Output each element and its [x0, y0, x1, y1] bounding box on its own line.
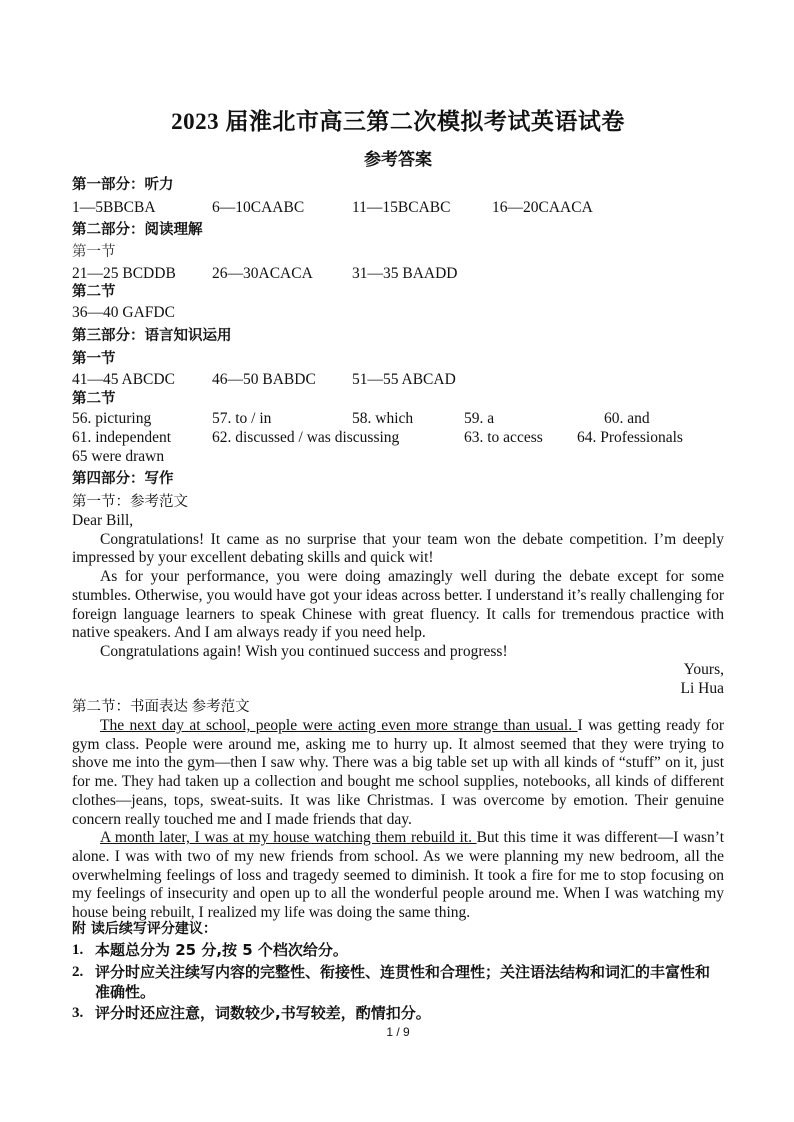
story-text: I was getting ready for gym class. People were around me, asking me to hurry up. It almost seemed that they were trying to shove me into the gym—then I saw why. There was a big table set up with all kinds of “stuff” on it, just for me. They had taken up a collection and bought me school supplies, notebooks, all kinds of different clothes—jeans, tops, sweat-suits. It was like Christmas. I was overcome by emotion. Their genuine concern really touched me and I made friends that day. [72, 717, 724, 828]
appendix-item-number: 1. [72, 942, 84, 958]
part3-section2-row2 [72, 428, 724, 447]
part4-heading: 第四部分：写作 [72, 471, 174, 487]
part3-section1-answers [72, 370, 724, 389]
appendix-item [72, 963, 724, 1003]
part2-section2-answers [72, 303, 724, 322]
appendix-item-text: 评分时应关注续写内容的完整性、衔接性、连贯性和合理性；关注语法结构和词汇的丰富性和准确性。 [95, 963, 711, 1001]
letter-paragraph: As for your performance, you were doing amazingly well during the debate except for some stumbles. Otherwise, you would have got your ideas across better. I understand it’s really challenging for foreign language learners to speak Chinese with great fluency. It calls for tremendous practice with native speakers. And I am always ready if you need help. [72, 568, 724, 642]
answer-group: 31—35 BAADD [352, 265, 458, 282]
answer-group: 1—5BBCBA [72, 199, 156, 216]
answer-item: 57. to / in [212, 410, 272, 427]
answer-group: 6—10CAABC [212, 199, 305, 216]
answer-group: 46—50 BABDC [212, 371, 316, 388]
letter-paragraph: Congratulations! It came as no surprise that your team won the debate competition. I’m deeply impressed by your excellent debating skills and quick wit! [72, 530, 724, 567]
answer-group: 26—30ACACA [212, 265, 313, 282]
part2-section2-label: 第二节 [72, 284, 116, 300]
letter-salutation: Dear Bill, [72, 512, 134, 529]
story-given-sentence: The next day at school, people were acting even more strange than usual. [100, 717, 578, 734]
story-given-sentence: A month later, I was at my house watching them rebuild it. [100, 829, 477, 847]
appendix-item-number: 2. [72, 964, 84, 980]
sample-story [72, 717, 724, 923]
appendix-item [72, 1004, 724, 1024]
appendix-item [72, 941, 724, 961]
answer-group: 51—55 ABCAD [352, 371, 456, 388]
part4-section2-label: 第二节：书面表达 参考范文 [72, 699, 250, 715]
story-paragraph [72, 717, 724, 829]
part2-heading: 第二部分：阅读理解 [72, 222, 203, 238]
answer-group: 21—25 BCDDB [72, 265, 176, 282]
answer-item: 60. and [604, 410, 650, 427]
letter-closing: Yours, [683, 661, 724, 678]
appendix-item-text: 评分时还应注意，词数较少,书写较差，酌情扣分。 [95, 1004, 431, 1022]
part3-section2-row3 [72, 447, 724, 466]
letter-signature: Li Hua [680, 680, 724, 697]
answer-item: 59. a [464, 410, 495, 427]
part3-section2-row1 [72, 409, 724, 428]
answer-item: 61. independent [72, 429, 172, 446]
appendix-heading: 附 读后续写评分建议： [72, 921, 217, 937]
answer-group: 16—20CAACA [492, 199, 593, 216]
part3-section1-label: 第一节 [72, 351, 116, 367]
answer-group: 41—45 ABCDC [72, 371, 175, 388]
answer-group: 11—15BCABC [352, 199, 451, 216]
part2-section1-label: 第一节 [72, 244, 116, 260]
part3-heading: 第三部分：语言知识运用 [72, 328, 232, 344]
appendix-item-text: 本题总分为 25 分,按 5 个档次给分。 [95, 941, 348, 959]
answer-item: 58. which [352, 410, 414, 427]
part4-section1-label: 第一节：参考范文 [72, 494, 188, 510]
answer-item: 64. Professionals [577, 429, 683, 446]
page-subtitle: 参考答案 [364, 150, 432, 169]
answer-item: 62. discussed / was discussing [212, 429, 400, 446]
sample-letter [72, 512, 724, 662]
part1-heading: 第一部分：听力 [72, 177, 174, 193]
letter-paragraph: Congratulations again! Wish you continued success and progress! [100, 642, 508, 660]
answer-item: 65 were drawn [72, 448, 165, 465]
story-paragraph [72, 829, 724, 923]
page-title: 2023 届淮北市高三第二次模拟考试英语试卷 [171, 109, 625, 134]
answer-item: 56. picturing [72, 410, 152, 427]
page-number: 1 / 9 [386, 1025, 410, 1039]
answer-item: 63. to access [464, 429, 543, 446]
story-text: But this time it was different—I wasn’t alone. I was with two of my new friends from school. As we were planning my new bedroom, all the overwhelming feelings of loss and tragedy seemed to diminish. It took a fire for me to stop focusing on my feelings of insecurity and open up to all the wonderful people around me. When I was watching my house being rebuilt, I realized my life was doing the same thing. [72, 829, 724, 922]
appendix-item-number: 3. [72, 1005, 84, 1021]
part3-section2-label: 第二节 [72, 391, 116, 407]
part1-answers [72, 198, 724, 217]
part2-section1-answers [72, 264, 724, 283]
answer-group: 36—40 GAFDC [72, 304, 175, 321]
